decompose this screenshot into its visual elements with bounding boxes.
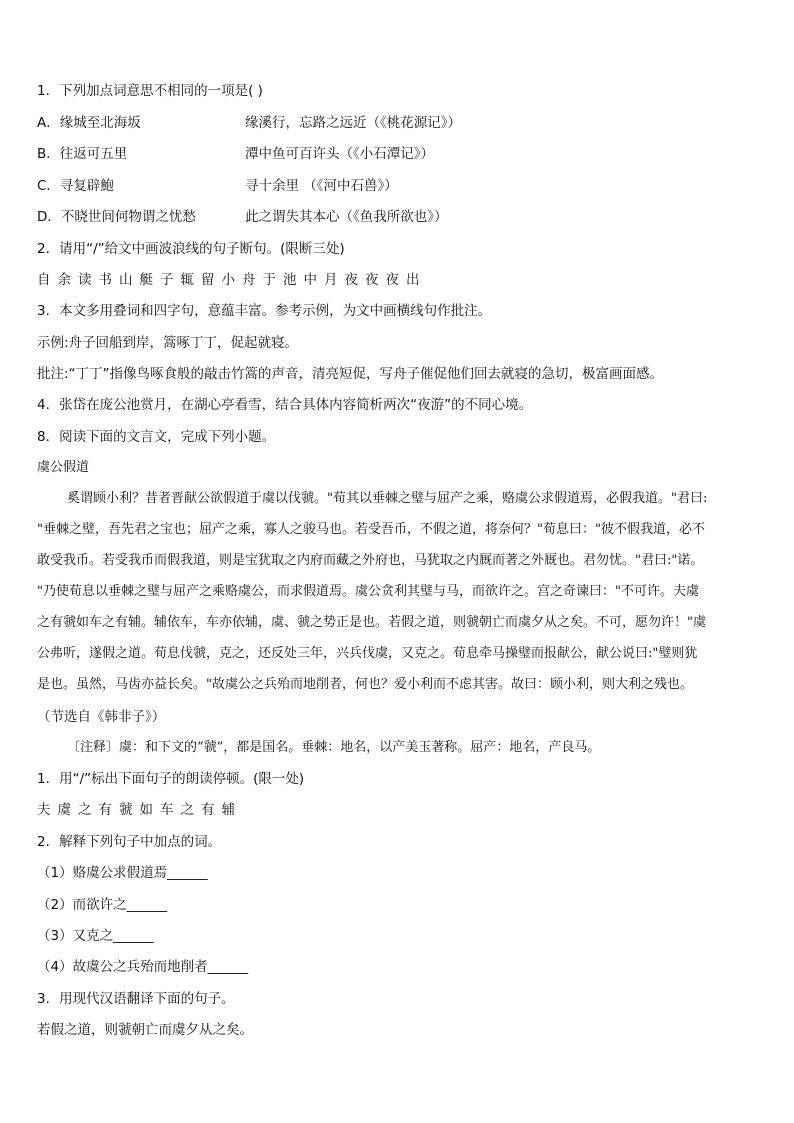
- passage-title: 虞公假道: [37, 460, 90, 475]
- question-1: 1．下列加点词意思不相同的一项是( ): [37, 83, 263, 99]
- question-4: 4．张岱在庞公池赏月，在湖心亭看雪，结合具体内容简析两次“夜游”的不同心境。: [37, 397, 533, 413]
- question-3: 3．本文多用叠词和四字句，意蕴丰富。参考示例，为文中画横线句作批注。: [37, 303, 492, 319]
- example-text: 示例:舟子回船到岸，篙啄丁丁，促起就寝。: [37, 335, 299, 351]
- passage-note: 〔注释〕虞：和下文的“虢”，都是国名。垂棘：地名，以产美玉著称。屈产：地名，产良马。: [67, 740, 601, 755]
- question-2-sentence: 自余读书山艇子辄留小舟于池中月夜夜夜出: [37, 272, 427, 288]
- subquestion-2-item: （3）又克之______: [37, 928, 154, 944]
- passage-source: （节选自《韩非子》）: [37, 709, 166, 725]
- subquestion-2-item: （2）而欲许之______: [37, 897, 168, 913]
- option-c-reference: 寻十余里 （《河中石兽》）: [245, 178, 398, 194]
- passage-line: "乃使荀息以垂棘之璧与屈产之乘赂虞公，而求假道焉。虞公贪利其璧与马，而欲许之。宫之奇谏曰："不可许。夫虞: [37, 584, 699, 599]
- option-b: B．往返可五里: [37, 146, 128, 162]
- subquestion-2-item: （1）赂虞公求假道焉______: [37, 865, 208, 881]
- option-b-reference: 潭中鱼可百许头（《小石潭记》）: [245, 146, 434, 162]
- option-a-reference: 缘溪行，忘路之远近（《桃花源记》）: [245, 115, 461, 131]
- subquestion-3: 3．用现代汉语翻译下面的句子。: [37, 991, 235, 1007]
- passage-line: 敢受我币。若受我币而假我道，则是宝犹取之内府而藏之外府也，马犹取之内厩而著之外厩也。君勿忧。"君曰:"诺。: [37, 553, 704, 568]
- passage-line: 是也。虽然，马齿亦益长矣。"故虞公之兵殆而地削者，何也？爱小利而不虑其害。故曰：顾小利，则大利之残也。: [37, 677, 693, 692]
- passage-line: 奚谓顾小利？昔者晋献公欲假道于虞以伐虢。"荀其以垂棘之璧与屈产之乘，赂虞公求假道焉，必假我道。"君曰:: [67, 491, 708, 506]
- option-d-reference: 此之谓失其本心（《鱼我所欲也》）: [245, 209, 448, 225]
- subquestion-1: 1．用“/”标出下面句子的朗读停顿。(限一处): [37, 771, 305, 787]
- option-c: C．寻复辟鮑: [37, 178, 114, 194]
- option-a: A．缘城至北海坂: [37, 115, 141, 131]
- passage-line: "垂棘之璧，吾先君之宝也；屈产之乘，寡人之骏马也。若受吾币，不假之道，将奈何？"荀息曰："彼不假我道，必不: [37, 522, 705, 537]
- subquestion-2: 2．解释下列句子中加点的词。: [37, 834, 222, 850]
- subquestion-2-item: （4）故虞公之兵殆而地削者______: [37, 959, 249, 975]
- question-2: 2．请用“/”给文中画波浪线的句子断句。(限断三处): [37, 241, 345, 257]
- comment-text: 批注:“丁丁”指像鸟啄食般的敲击竹篙的声音，清亮短促，写舟子催促他们回去就寝的急切，极富画面感。: [37, 366, 664, 382]
- passage-line: 之有虢如车之有辅。辅依车，车亦依辅，虞、虢之势正是也。若假之道，则虢朝亡而虞夕从之矣。不可，愿勿许！"虞: [37, 615, 706, 630]
- passage-line: 公弗听，遂假之道。荀息伐虢，克之，还反处三年，兴兵伐虞，又克之。荀息牵马操璧而报献公，献公说曰:"璧则犹: [37, 646, 698, 661]
- passage-instructions: 8．阅读下面的文言文，完成下列小题。: [37, 429, 276, 445]
- subquestion-3-sentence: 若假之道，则虢朝亡而虞夕从之矣。: [37, 1022, 253, 1038]
- option-d: D．不晓世间何物谓之忧愁: [37, 209, 196, 225]
- subquestion-1-sentence: 夫虞之有虢如车之有辅: [37, 802, 242, 818]
